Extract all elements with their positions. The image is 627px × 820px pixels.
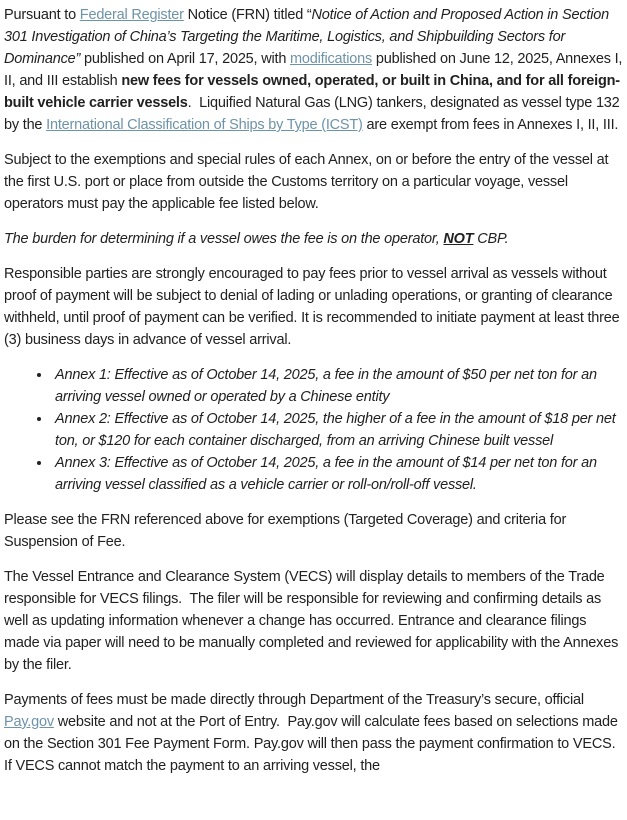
text-run: published on June 12, 2025, Annexes I, II, and III establish — [4, 51, 627, 89]
paragraph-vecs — [4, 566, 623, 676]
text-run: Subject to the exemptions and special rules of each Annex, on or before the entry of the vessel at the first U.S. port or place from outside the Customs territory on a particular voyage, vessel operators must pay the applicable fee listed below. — [4, 152, 613, 212]
federal-register-link[interactable]: Federal Register — [79, 7, 184, 23]
new-fees-emphasis: new fees for vessels owned, operated, or built in China, and for all foreign-built vehicle carrier vessels — [4, 73, 620, 111]
text-run: Pursuant to — [4, 7, 80, 23]
paragraph-payment-advice — [4, 263, 623, 351]
text-run: Annex 3: Effective as of October 14, 2025, a fee in the amount of $14 per net ton for an arriving vessel classified as a vehicle carrier or roll-on/roll-off vessel. — [55, 455, 601, 493]
modifications-link[interactable]: modifications — [290, 51, 373, 67]
paragraph-burden — [4, 228, 623, 250]
text-run: The Vessel Entrance and Clearance System (VECS) will display details to members of the Trade responsible for VECS filings. The filer will be responsible for reviewing and confirming details as well as updating information whenever a change has occurred. Entrance and clearance filings made via paper will need to be manually completed and reviewed for applicability with the Annexes by the filer. — [4, 569, 622, 673]
text-run: are exempt from fees in Annexes I, II, III. — [362, 117, 619, 133]
annex-list — [4, 364, 623, 496]
text-run: Annex 2: Effective as of October 14, 2025, the higher of a fee in the amount of $18 per net ton, or $120 for each container discharged, from an arriving Chinese built vessel — [55, 411, 620, 449]
not-emphasis: NOT — [443, 231, 474, 247]
icst-link[interactable]: International Classification of Ships by Type (ICST) — [46, 117, 363, 133]
paragraph-intro — [4, 4, 627, 136]
paragraph-entry-rule — [4, 149, 623, 215]
text-run: website and not at the Port of Entry. Pay.gov will calculate fees based on selections made on the Section 301 Fee Payment Form. Pay.gov will then pass the payment confirmation to VECS. If VECS cannot match the payment to an arriving vessel, the — [4, 714, 622, 774]
list-item-annex-2 — [52, 408, 623, 452]
text-run: . Liquified Natural Gas (LNG) tankers, designated as vessel type 132 by the — [4, 95, 624, 133]
text-run: The burden for determining if a vessel owes the fee is on the operator, — [4, 231, 444, 247]
list-item-annex-1 — [52, 364, 623, 408]
text-run: CBP. — [473, 231, 509, 247]
text-run: Notice (FRN) titled “ — [183, 7, 312, 23]
frn-title-text: Notice of Action and Proposed Action in Section 301 Investigation of China’s Targeting the Maritime, Logistics, and Shipbuilding Sectors for Dominance” — [4, 7, 613, 67]
list-item-annex-3 — [52, 452, 623, 496]
pay-gov-link[interactable]: Pay.gov — [4, 714, 54, 730]
text-run: Payments of fees must be made directly through Department of the Treasury’s secure, official — [4, 692, 588, 708]
text-run: Responsible parties are strongly encouraged to pay fees prior to vessel arrival as vessels without proof of payment will be subject to denial of lading or unlading operations, or granting of clearance withheld, until proof of payment can be verified. It is recommended to initiate payment at least three (3) business days in advance of vessel arrival. — [4, 266, 624, 348]
text-run: Annex 1: Effective as of October 14, 2025, a fee in the amount of $50 per net ton for an arriving vessel owned or operated by a Chinese entity — [55, 367, 601, 405]
paragraph-frn-reference — [4, 509, 623, 553]
paragraph-payments — [4, 689, 623, 777]
text-run: Please see the FRN referenced above for exemptions (Targeted Coverage) and criteria for Suspension of Fee. — [4, 512, 570, 550]
text-run: published on April 17, 2025, with — [80, 51, 291, 67]
